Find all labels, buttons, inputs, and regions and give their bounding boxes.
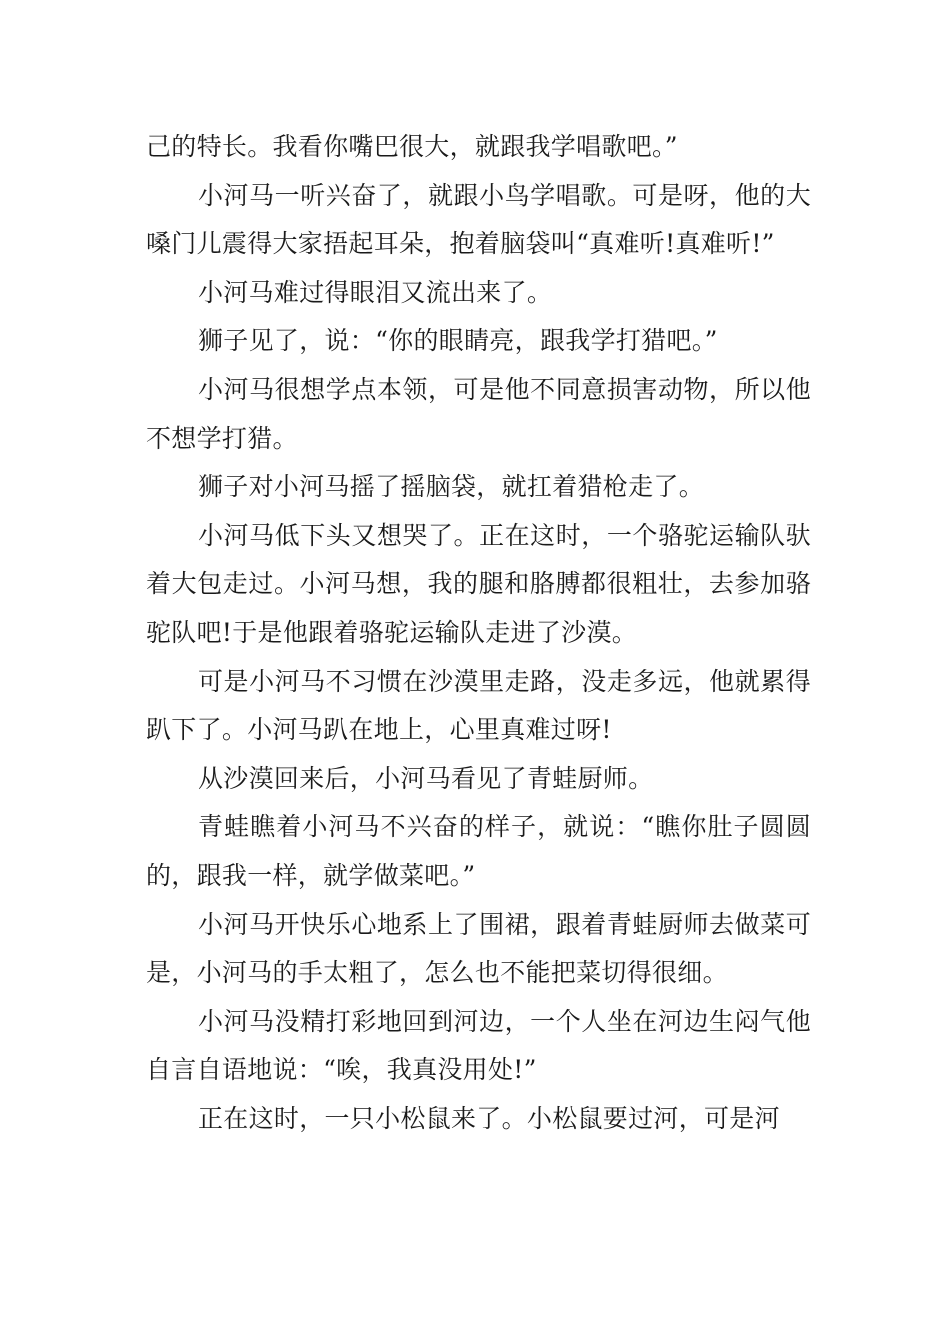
paragraph: 小河马一听兴奋了，就跟小鸟学唱歌。可是呀，他的大嗓门儿震得大家捂起耳朵，抱着脑袋叫“真难听!真难听!” [146,180,811,259]
paragraph: 小河马没精打彩地回到河边，一个人坐在河边生闷气他自言自语地说：“唉，我真没用处!” [146,1006,811,1085]
story-text [146,123,811,1143]
paragraph: 青蛙瞧着小河马不兴奋的样子，就说：“瞧你肚子圆圆的，跟我一样，就学做菜吧。” [146,812,811,890]
paragraph: 己的特长。我看你嘴巴很大，就跟我学唱歌吧。” [146,132,678,161]
paragraph: 小河马很想学点本领，可是他不同意损害动物，所以他不想学打猎。 [146,374,811,453]
paragraph: 可是小河马不习惯在沙漠里走路，没走多远，他就累得趴下了。小河马趴在地上，心里真难过呀! [146,666,811,745]
paragraph: 小河马低下头又想哭了。正在这时，一个骆驼运输队驮着大包走过。小河马想，我的腿和胳膊都很粗壮，去参加骆驼队吧!于是他跟着骆驼运输队走进了沙漠。 [146,520,811,647]
paragraph: 小河马难过得眼泪又流出来了。 [198,277,553,307]
paragraph: 正在这时，一只小松鼠来了。小松鼠要过河，可是河 [198,1103,780,1133]
paragraph: 狮子对小河马摇了摇脑袋，就扛着猎枪走了。 [198,472,705,502]
paragraph: 小河马开快乐心地系上了围裙，跟着青蛙厨师去做菜可是，小河马的手太粗了，怎么也不能把菜切得很细。 [146,909,811,988]
paragraph: 狮子见了，说：“你的眼睛亮，跟我学打猎吧。” [198,326,718,356]
paragraph: 从沙漠回来后，小河马看见了青蛙厨师。 [198,763,654,793]
